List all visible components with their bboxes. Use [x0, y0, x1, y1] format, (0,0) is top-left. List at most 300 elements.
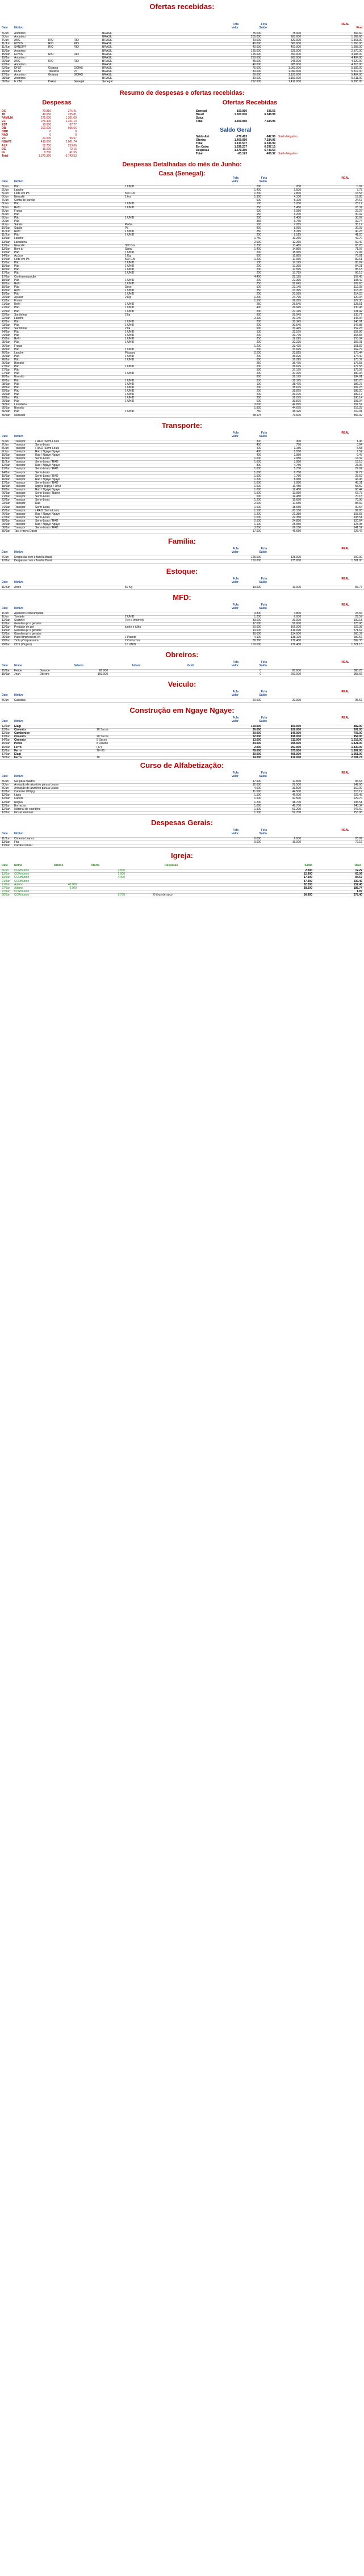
mfd-row-cell: 17.000 — [252, 621, 261, 625]
oferta-row-cell: BRASIL — [102, 49, 112, 53]
casa-row-cell: 1.300 — [254, 195, 261, 199]
construcao-row-cell: Cimento — [14, 735, 26, 739]
casa-row-cell: 900 — [256, 313, 261, 317]
igreja-cell: 12.900 — [303, 872, 312, 876]
mfd-row-cell: 192.18 — [353, 618, 362, 622]
alfabetizacao-row-cell: 12/Jun — [2, 807, 11, 811]
col-motivo: Motivo — [14, 26, 24, 30]
casa-row-cell: 39.03 — [355, 226, 362, 230]
casa-row-cell: 36.475 — [292, 362, 301, 365]
saldo-real: 6.743.53 — [264, 148, 275, 152]
casa-row-cell: 29.27 — [355, 209, 362, 213]
casa-row-cell: Pão — [14, 392, 19, 396]
casa-row-cell: 22.195 — [292, 275, 301, 279]
oferta-row-cell: 75.000 — [252, 66, 261, 70]
casa-row-cell: Refri — [14, 302, 20, 306]
gerais-row-cell: 6.000 — [294, 837, 301, 841]
gerais-row-cell: Cimento branco — [14, 837, 35, 841]
section-title-casa: Casa (Senegal): — [158, 170, 206, 177]
alfabetizacao-row-cell: 46.000 — [292, 793, 301, 797]
section-title-mfd: MFD: — [173, 592, 191, 602]
resumo-despesa-fcfa: 52.700 — [42, 144, 51, 148]
transporte-row-cell: 500 — [256, 495, 261, 499]
igreja-cell: 2.500 — [118, 869, 125, 873]
resumo-oferta-real: 536.56 — [266, 109, 275, 113]
construcao-row-cell: 295.000 — [290, 742, 301, 746]
estoque-row-cell: 50 Kg — [125, 585, 133, 589]
construcao-row-cell: 405.000 — [290, 752, 301, 756]
casa-row-cell: Pão — [14, 261, 19, 265]
col-oferta: Oferta — [91, 864, 99, 868]
alfabetizacao-row-cell: 17.500 — [252, 779, 261, 783]
col-real: REAL — [341, 690, 349, 694]
transporte-row-cell: 8/Jun — [2, 446, 9, 450]
oferta-row-cell: 1.568.00 — [351, 39, 362, 43]
row-divider — [0, 847, 364, 848]
transporte-row-cell: 125.98 — [353, 523, 362, 526]
construcao-row-cell: 15/Jun — [2, 745, 11, 749]
casa-row-cell: 1 UNID — [125, 309, 135, 313]
construcao-row-cell: 211.000 — [291, 738, 301, 742]
casa-row-cell: 36.025 — [292, 354, 301, 358]
igreja-cell: 4.400 — [118, 876, 125, 880]
transporte-row-cell: 26/Jun — [2, 512, 11, 516]
oferta-row-cell: 11/Jun — [2, 45, 10, 49]
casa-row-cell: 200 — [256, 268, 261, 272]
transporte-row-cell: 2.000 — [254, 502, 261, 506]
transporte-row-cell: Rao / Ngaye Ngaye — [35, 512, 60, 516]
casa-row-cell: 17/Jun — [2, 271, 11, 275]
col-date: Date — [2, 693, 8, 697]
casa-row-cell: Refri — [14, 281, 20, 285]
casa-row-cell: Pão — [14, 320, 19, 323]
casa-row-cell: 250 — [256, 281, 261, 285]
alfabetizacao-row-cell: 1.500 — [254, 797, 261, 801]
casa-row-cell: 1 UNID — [125, 372, 135, 376]
casa-row-cell: Lavadeira — [14, 403, 27, 407]
casa-row-cell: Pão — [14, 268, 19, 272]
col-fcfa: Fcfa — [261, 603, 267, 607]
casa-row-cell: 83.24 — [355, 261, 362, 265]
transporte-row-cell: 3.200 — [254, 526, 261, 530]
col-fcfa: Fcfa — [261, 828, 267, 832]
igreja-cell: 1.000 — [118, 872, 125, 876]
transporte-row-cell: 1.46 — [357, 439, 362, 443]
construcao-row-cell: 14/Jun — [2, 738, 11, 742]
oferta-row-cell: 250.000 — [250, 56, 261, 60]
oferta-row-cell: 900.000 — [290, 56, 301, 60]
casa-row-cell: 45.425 — [292, 410, 301, 414]
familia-row-cell: Despesas com a família Brasil — [14, 556, 53, 560]
igreja-cell: CCRmundo — [14, 889, 30, 893]
casa-row-cell: 200 — [296, 184, 301, 188]
transporte-row-cell: Serm-Louis / Ngaye — [35, 491, 61, 495]
casa-row-cell: 20/Jun — [2, 296, 11, 300]
transporte-row-cell: Transpor — [14, 484, 26, 488]
casa-row-cell: 26/Jun — [2, 344, 11, 348]
casa-row-cell: 5.200 — [294, 202, 301, 206]
mfd-row-cell: (Ter e Internet) — [125, 618, 144, 622]
mfd-row-cell: 116.000 — [291, 629, 301, 633]
casa-row-cell: 1 UNID — [125, 358, 135, 362]
casa-row-cell: 1 UNID — [125, 261, 135, 265]
col-motivo: Motivo — [14, 580, 24, 584]
transporte-row-cell: Transpor — [14, 460, 26, 464]
oferta-row-cell: 30.000 — [252, 77, 261, 81]
oferta-row-cell: 1.120.000 — [288, 73, 301, 77]
transporte-row-cell: 103.65 — [353, 512, 362, 516]
casa-row-cell: 22/Jun — [2, 313, 11, 317]
alfabetizacao-row-cell: Finsal alumnos — [14, 810, 34, 814]
casa-row-cell: 3.000 — [254, 403, 261, 407]
casa-row-cell: 1.200 — [254, 258, 261, 261]
veiculo-row-cell: 8/Jun — [2, 698, 9, 702]
casa-row-cell: 1 UNID — [125, 264, 135, 268]
casa-row-cell: 19/Jun — [2, 285, 11, 289]
oferta-row-cell: 262.000 — [250, 80, 261, 84]
row-divider — [0, 646, 364, 647]
oferta-row-cell: 4.815.00 — [351, 62, 362, 66]
casa-row-cell: Frutas — [14, 344, 23, 348]
alfabetizacao-row-cell: 12/Jun — [2, 790, 11, 794]
transporte-row-cell: Transpor — [14, 481, 26, 485]
construcao-row-cell: 1.951.00 — [351, 752, 362, 756]
alfabetizacao-row-cell: 240.34 — [353, 804, 362, 808]
casa-row-cell: 200 — [256, 372, 261, 376]
casa-row-cell: 1 UNID — [125, 392, 135, 396]
casa-row-cell: 26.945 — [292, 306, 301, 310]
casa-row-cell: 33.425 — [292, 344, 301, 348]
construcao-row-cell: 13/Jun — [2, 735, 11, 739]
casa-row-cell: Pão — [14, 365, 19, 369]
casa-row-cell: 19/Jun — [2, 288, 11, 292]
col-fcfa: Fcfa — [232, 577, 239, 581]
alfabetizacao-row-cell: 12/Jun — [2, 793, 11, 797]
col-valor: Valor — [231, 26, 239, 30]
casa-row-cell: Pão — [14, 285, 19, 289]
oferta-row-cell: BRASIL — [102, 66, 112, 70]
oferta-row-cell: EDVIS — [14, 42, 23, 46]
mfd-row-cell: 1.321.13 — [351, 642, 362, 646]
oferta-row-cell: RIO — [48, 59, 53, 63]
alfabetizacao-row-cell: Material de escritório — [14, 807, 41, 811]
mfd-row-cell: 33.000 — [252, 618, 261, 622]
casa-row-cell: Leite em Pó — [14, 258, 30, 261]
alfabetizacao-row-cell: 4.000 — [254, 787, 261, 791]
casa-row-cell: 1 UNID — [125, 271, 135, 275]
casa-row-cell: 28.045 — [292, 313, 301, 317]
transporte-row-cell: Transpor — [14, 505, 26, 509]
estoque-row-cell: 19.000 — [292, 585, 301, 589]
transporte-row-cell: Rao / Ngaye Ngaye — [35, 464, 60, 468]
casa-row-cell: 22.645 — [292, 281, 301, 285]
resumo-despesa-label: Total — [2, 154, 9, 158]
mfd-row-cell: 18.000 — [252, 632, 261, 636]
casa-row-cell: 900 — [256, 327, 261, 330]
oferta-row-cell: BRASIL — [102, 45, 112, 49]
mfd-row-cell: Scanner — [14, 618, 25, 622]
transporte-row-cell: 12/Jun — [2, 464, 11, 468]
casa-row-cell: 13/Jun — [2, 237, 11, 241]
casa-row-cell: Nescafé — [14, 243, 25, 247]
casa-row-cell: 4.100 — [294, 195, 301, 199]
familia-row-cell: 275.000 — [290, 559, 301, 563]
resumo-despesa-fcfa: 19.000 — [42, 123, 51, 127]
casa-row-cell: 150 — [256, 212, 261, 216]
casa-row-cell: 23/Jun — [2, 323, 11, 327]
casa-row-cell: 188.20 — [353, 389, 362, 393]
alfabetizacao-row-cell: Borracha — [14, 804, 26, 808]
casa-row-cell: 5.100 — [294, 199, 301, 203]
casa-row-cell: 9/Jun — [2, 223, 9, 226]
col-valor: Valor — [231, 179, 239, 183]
oferta-row-cell: F. CM — [14, 80, 22, 84]
obreiros-row-cell: Felipe — [14, 669, 22, 673]
casa-row-cell: 113.26 — [354, 288, 362, 292]
oferta-row-cell: Anonimo — [14, 56, 26, 60]
casa-row-cell: Pão — [14, 184, 19, 188]
transporte-row-cell: Serm-Louis / RAO — [35, 526, 58, 530]
oferta-row-cell: 1.150.000 — [288, 77, 301, 81]
transporte-row-cell: Serm-Louis — [35, 443, 50, 447]
casa-row-cell: 1 UNID — [125, 268, 135, 272]
casa-row-cell: 200 — [256, 250, 261, 254]
mfd-row-cell: 12/Jun — [2, 621, 11, 625]
casa-row-cell: 156.01 — [353, 341, 362, 344]
col-fcfa: Fcfa — [232, 431, 239, 435]
col-saldo: Saldo — [259, 580, 267, 584]
mfd-row-cell: 23.66 — [355, 611, 362, 615]
mfd-row-cell: Aparelho com lampada — [14, 611, 44, 615]
mfd-row-cell: 12/Jun — [2, 625, 11, 629]
casa-row-cell: 28.175 — [252, 413, 261, 417]
casa-row-cell: 17/Jun — [2, 275, 11, 279]
resumo-despesa-label: OB — [2, 127, 6, 130]
igreja-cell: 186.74 — [353, 886, 362, 890]
casa-row-cell: 2 lta — [125, 327, 131, 330]
casa-row-cell: 1 UNID — [125, 379, 135, 383]
resumo-despesa-real: 235.81 — [68, 112, 77, 116]
oferta-row-cell: Anonimo — [14, 49, 26, 53]
casa-row-cell: 24.67 — [355, 199, 362, 203]
oferta-row-cell: BRASIL — [102, 52, 112, 56]
casa-row-cell: 29/Jun — [2, 389, 11, 393]
col-real: REAL — [341, 716, 349, 720]
casa-row-cell: 15.865 — [292, 254, 301, 258]
transporte-row-cell: / RAO /Serm-Louis — [35, 446, 59, 450]
oferta-row-cell: RIO — [48, 45, 53, 49]
col-dizimo: Dízimo — [54, 864, 64, 868]
saldo-fcfa: 1.130.537 — [234, 141, 247, 145]
oferta-row-cell: Anonimo — [14, 77, 26, 81]
casa-row-cell: 107.45 — [353, 275, 362, 279]
construcao-row-cell: (17) — [97, 745, 102, 749]
alfabetizacao-row-cell: 8/Jun — [2, 779, 9, 783]
col-date: Date — [2, 551, 8, 554]
section-title-obreiros: Obreiros: — [165, 650, 199, 659]
casa-row-cell: 250 — [256, 230, 261, 234]
oferta-row-cell: 11/Jun — [2, 42, 10, 46]
col-valor: Valor — [231, 551, 239, 554]
section-title-construcao: Construção em Ngaye Ngaye: — [129, 705, 235, 715]
familia-row-cell: 12/Jun — [2, 559, 11, 563]
casa-row-cell: Pedra — [125, 223, 133, 226]
col-fcfa: Fcfa — [261, 690, 267, 694]
transporte-row-cell: 9.47 — [357, 453, 362, 457]
construcao-row-cell: 15/Jun — [2, 749, 11, 753]
saldo-label: Saldo Ant. — [196, 135, 210, 138]
casa-row-cell: 82.61 — [355, 258, 362, 261]
col-saldo: Saldo — [259, 606, 267, 610]
casa-row-cell: 200 — [256, 379, 261, 383]
saldo-note: Saldo Negativo — [278, 152, 298, 156]
mfd-row-cell: 1/Jun — [2, 611, 9, 615]
mfd-row-cell: Gasolina p/ o gerador — [14, 621, 42, 625]
oferta-row-cell: 5.182.00 — [351, 66, 362, 70]
casa-row-cell: 152.23 — [353, 327, 362, 330]
mfd-row-cell: 680.57 — [353, 636, 362, 640]
casa-row-cell: 28/Jun — [2, 385, 11, 389]
transporte-row-cell: Rao / Ngaye Ngaye — [35, 477, 60, 481]
saldo-note: Saldo Negativo — [278, 135, 298, 138]
transporte-row-cell: 48.31 — [355, 481, 362, 485]
transporte-row-cell: 300 — [296, 439, 301, 443]
casa-row-cell: 12.265 — [292, 240, 301, 244]
casa-row-cell: 250 — [256, 362, 261, 365]
gerais-row-cell: 15.000 — [292, 841, 301, 844]
mfd-row-cell: junho e julho — [125, 625, 141, 629]
casa-row-cell: 174.40 — [353, 354, 362, 358]
casa-row-cell: Pão — [14, 323, 19, 327]
transporte-row-cell: 1.150 — [294, 446, 301, 450]
saldo-real: 6.337.15 — [264, 145, 275, 149]
col-adiant: Adiant — [132, 663, 141, 667]
transporte-row-cell: 11/Jun — [2, 460, 10, 464]
oferta-row-cell: BRASIL — [102, 77, 112, 81]
casa-row-cell: 29/Jun — [2, 396, 11, 400]
casa-row-cell: 22/Jun — [2, 320, 11, 323]
casa-row-cell: Pão — [14, 372, 19, 376]
transporte-row-cell: 800 — [256, 464, 261, 468]
igreja-cell: 8/Jun — [2, 869, 9, 873]
casa-row-cell: 200 — [256, 354, 261, 358]
oferta-row-cell: Teresina — [48, 70, 59, 74]
casa-row-cell: 1.800 — [254, 406, 261, 410]
gerais-row-cell: 6.000 — [254, 837, 261, 841]
col-date: Date — [2, 580, 8, 584]
construcao-row-cell: 2.000 — [254, 745, 261, 749]
construcao-row-cell: 15/Jun — [2, 742, 11, 746]
casa-row-cell: 24.795 — [292, 296, 301, 300]
transporte-row-cell: 27/Jun — [2, 515, 11, 519]
transporte-row-cell: 1.500 — [254, 484, 261, 488]
casa-row-cell: Refri — [14, 337, 20, 341]
construcao-row-cell: 30/Jun — [2, 755, 11, 759]
transporte-row-cell: 120.64 — [353, 519, 362, 523]
oferta-row-cell: BRASIL — [102, 59, 112, 63]
casa-row-cell: Nescafé — [14, 195, 25, 199]
construcao-row-cell: 198.000 — [290, 735, 301, 739]
oferta-row-cell: Goiania — [48, 73, 58, 77]
construcao-row-cell: Ferro — [14, 755, 22, 759]
igreja-cell: 84.57 — [355, 876, 362, 880]
alfabetizacao-row-cell: 44.500 — [292, 790, 301, 794]
transporte-row-cell: 29/Jun — [2, 523, 11, 526]
transporte-row-cell: 13.950 — [292, 491, 301, 495]
casa-row-cell: 65.20 — [355, 243, 362, 247]
casa-row-cell: 40.23 — [355, 230, 362, 234]
casa-row-cell: 35.17 — [355, 223, 362, 226]
saldo-fcfa: 1.296.237 — [234, 145, 247, 149]
casa-row-cell: 1 UNID — [125, 205, 135, 209]
oferta-row-cell: 5.611.00 — [351, 77, 362, 81]
transporte-row-cell: 300 — [256, 439, 261, 443]
transporte-row-cell: 23/Jun — [2, 502, 11, 506]
oferta-row-cell: 40.000 — [252, 62, 261, 66]
col-real: REAL — [341, 176, 349, 180]
col-valor: Valor — [231, 663, 239, 667]
obreiros-row-cell: Obreiro — [40, 672, 49, 676]
casa-row-cell: 1 UNID — [125, 341, 135, 344]
resumo-despesa-label: OBR — [2, 130, 9, 134]
mfd-row-cell: Tomada — [14, 615, 24, 619]
oferta-row-cell: BRASIL — [102, 32, 112, 35]
construcao-row-cell: 10 — [97, 755, 100, 759]
alfabetizacao-row-cell: 1.200 — [254, 800, 261, 804]
oferta-row-cell: 5.317.00 — [351, 70, 362, 74]
casa-row-cell: 85.18 — [355, 268, 362, 272]
transporte-row-cell: Transpor — [14, 443, 26, 447]
mfd-row-cell: 1.200 — [254, 615, 261, 619]
casa-row-cell: 135.77 — [353, 313, 362, 317]
casa-row-cell: Pão — [14, 278, 19, 282]
familia-row-cell: 150.000 — [250, 559, 261, 563]
transporte-row-cell: 1.000 — [254, 467, 261, 471]
oferta-row-cell: 125.000 — [250, 49, 261, 53]
obreiros-row-cell: 80.000 — [292, 669, 301, 673]
casa-row-cell: 1.200 — [254, 192, 261, 196]
casa-row-cell: 1.500 — [254, 299, 261, 303]
resumo-despesas-title: Despesas — [42, 99, 72, 106]
col-fcfa: Fcfa — [261, 660, 267, 664]
section-title-transporte: Transporte: — [161, 421, 203, 430]
construcao-row-cell: 5 Sacos — [97, 738, 107, 742]
saldo-label: Em Caixa — [196, 145, 209, 149]
transporte-row-cell: Rao / Ngaye Ngaye — [35, 449, 60, 453]
resumo-oferta-label: Senegal — [196, 109, 207, 113]
casa-row-cell: Pão — [14, 216, 19, 220]
mfd-row-cell: 571.67 — [353, 629, 362, 633]
casa-row-cell: Pão — [14, 219, 19, 223]
transporte-row-cell: 46.650 — [292, 530, 301, 533]
mfd-row-cell: 29.57 — [355, 615, 362, 619]
casa-row-cell: 1 UNID — [125, 385, 135, 389]
casa-row-cell: Pão — [14, 309, 19, 313]
col-valor: Valor — [231, 434, 239, 438]
col-fcfa: Fcfa — [261, 431, 267, 435]
casa-row-cell: Pão — [14, 341, 19, 344]
col-fcfa: Fcfa — [261, 577, 267, 581]
transporte-row-cell: Transpor — [14, 512, 26, 516]
casa-row-cell: 17.595 — [292, 268, 301, 272]
oferta-row-cell: DFST — [14, 66, 22, 70]
casa-row-cell: 1 UNID — [125, 202, 135, 206]
alfabetizacao-row-cell: 33.500 — [292, 787, 301, 791]
row-divider — [0, 84, 364, 85]
mfd-row-cell: 29/Jun — [2, 642, 11, 646]
casa-row-cell: 108.42 — [353, 278, 362, 282]
casa-row-cell: 13/Jun — [2, 243, 11, 247]
